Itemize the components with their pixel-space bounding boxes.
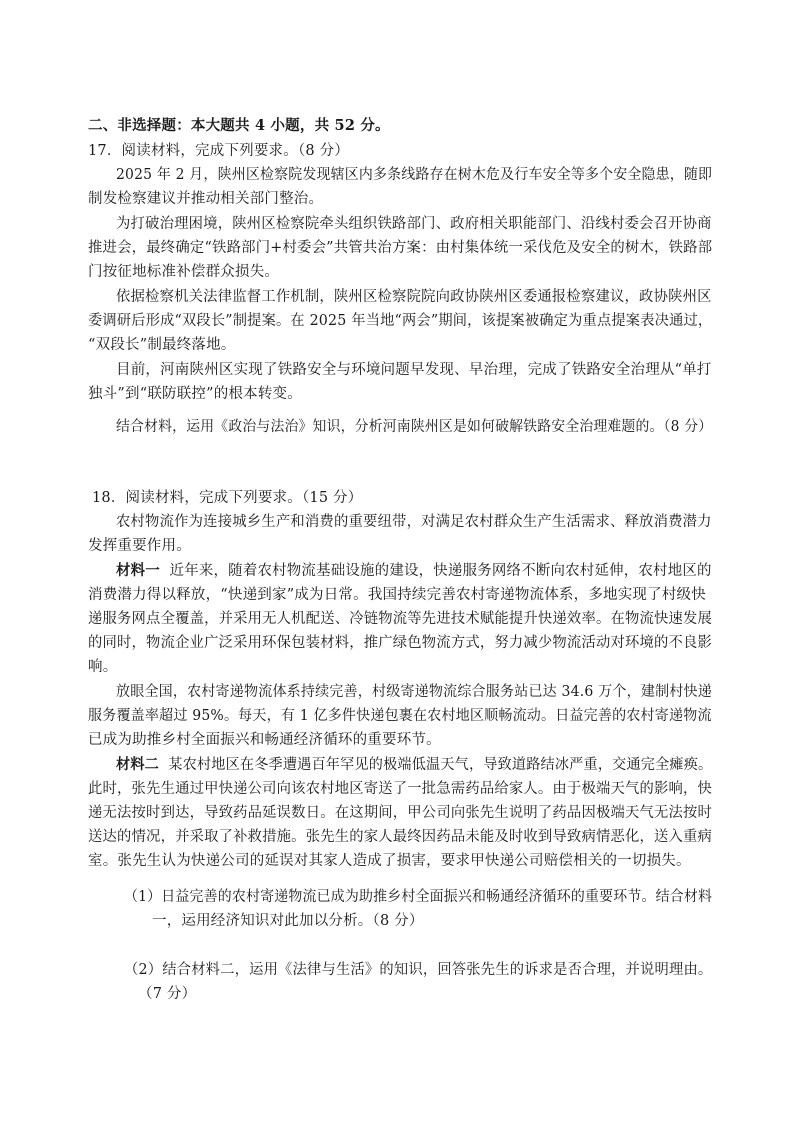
q18-material2-line: [116, 755, 712, 775]
q17-title: 17．阅读材料，完成下列要求。（8 分）: [88, 143, 350, 159]
q17-para2-line: 推进会，最终确定“铁路部门+村委会”共管共治方案：由村集体统一采伐危及安全的树木，铁路部: [88, 240, 713, 256]
q18-material1-line: [116, 561, 712, 581]
q17-para2-line: 为打破治理困境，陕州区检察院牵头组织铁路部门、政府相关职能部门、沿线村委会召开协商: [116, 216, 712, 232]
q17-para4-line: 目前，河南陕州区实现了铁路安全与环境问题早发现、早治理，完成了铁路安全治理从“单打: [116, 362, 712, 378]
q18-sub2-line: （2）结合材料二，运用《法律与生活》的知识，回答张先生的诉求是否合理，并说明理由。: [124, 962, 713, 978]
q18-material1b-line: 放眼全国，农村寄递物流体系持续完善，村级寄递物流综合服务站已达 34.6 万个，建制村快递: [116, 684, 712, 700]
q18-material1-line: 响。: [88, 659, 118, 675]
q18-material2-line: 室。张先生认为快递公司的延误对其家人造成了损害，要求甲快递公司赔偿相关的一切损失。: [88, 853, 691, 869]
q17-para2-line: 门按征地标准补偿群众损失。: [88, 264, 280, 280]
q17-para1-line: 制发检察建议并推动相关部门整治。: [88, 191, 324, 207]
q18-material2-line: 递无法按时到达，导致药品延误数日。在这期间，甲公司向张先生说明了药品因极端天气无法按时: [88, 805, 713, 821]
q18-intro-line: 发挥重要作用。: [88, 538, 191, 554]
q18-material2-line: 此时，张先生通过甲快递公司向该农村地区寄送了一批急需药品给家人。由于极端天气的影响，快: [88, 781, 713, 797]
q18-material1b-line: 服务覆盖率超过 95%。每天，有 1 亿多件快递包裹在农村地区顺畅流动。日益完善的农村寄递物流: [88, 708, 712, 724]
material2-text: 某农村地区在冬季遭遇百年罕见的极端低温天气，导致道路结冰严重，交通完全瘫痪。: [168, 757, 713, 773]
q18-sub1-line: 一，运用经济知识对此加以分析。（8 分）: [152, 913, 424, 929]
q17-para1-line: 2025 年 2 月，陕州区检察院发现辖区内多条线路存在树木危及行车安全等多个安全隐患，随即: [116, 167, 713, 183]
material1-label: 材料一: [116, 562, 160, 579]
q17-task: 结合材料，运用《政治与法治》知识，分析河南陕州区是如何破解铁路安全治理难题的。（8 分）: [116, 419, 713, 435]
q18-title: 18．阅读材料，完成下列要求。（15 分）: [92, 490, 363, 506]
q18-material2-line: 送达的情况，并采取了补救措施。张先生的家人最终因药品未能及时收到导致病情恶化，送入重病: [88, 829, 713, 845]
q17-para4-line: 独斗”到“联防联控”的根本转变。: [88, 386, 302, 402]
q18-material1-line: 的同时，物流企业广泛采用环保包装材料，推广绿色物流方式，努力减少物流活动对环境的不良影: [88, 635, 713, 651]
q18-sub1-line: （1）日益完善的农村寄递物流已成为助推乡村全面振兴和畅通经济循环的重要环节。结合材料: [124, 889, 713, 905]
q18-material1-line: 消费潜力得以释放，“快递到家”成为日常。我国持续完善农村寄递物流体系，多地实现了村级快: [88, 587, 706, 603]
q17-para3-line: 依据检察机关法律监督工作机制，陕州区检察院院向政协陕州区委通报检察建议，政协陕州区: [116, 289, 712, 305]
material2-label: 材料二: [116, 756, 159, 773]
q18-sub2-line: （7 分）: [138, 986, 197, 1002]
q18-material1-line: 递服务网点全覆盖，并采用无人机配送、冷链物流等先进技术赋能提升快递效率。在物流快速发展: [88, 611, 713, 627]
q17-para3-line: “双段长”制最终落地。: [88, 337, 236, 353]
q17-para3-line: 委调研后形成“双段长”制提案。在 2025 年当地“两会”期间，该提案被确定为重点提案表决通过，: [88, 313, 713, 329]
q18-material1b-line: 已成为助推乡村全面振兴和畅通经济循环的重要环节。: [88, 732, 441, 748]
material1-text: 近年来，随着农村物流基础设施的建设，快递服务网络不断向农村延伸，农村地区的: [169, 563, 712, 579]
section-heading: 二、非选择题：本大题共 4 小题，共 52 分。: [88, 117, 390, 134]
q18-intro-line: 农村物流作为连接城乡生产和消费的重要纽带，对满足农村群众生产生活需求、释放消费潜力: [116, 514, 712, 530]
